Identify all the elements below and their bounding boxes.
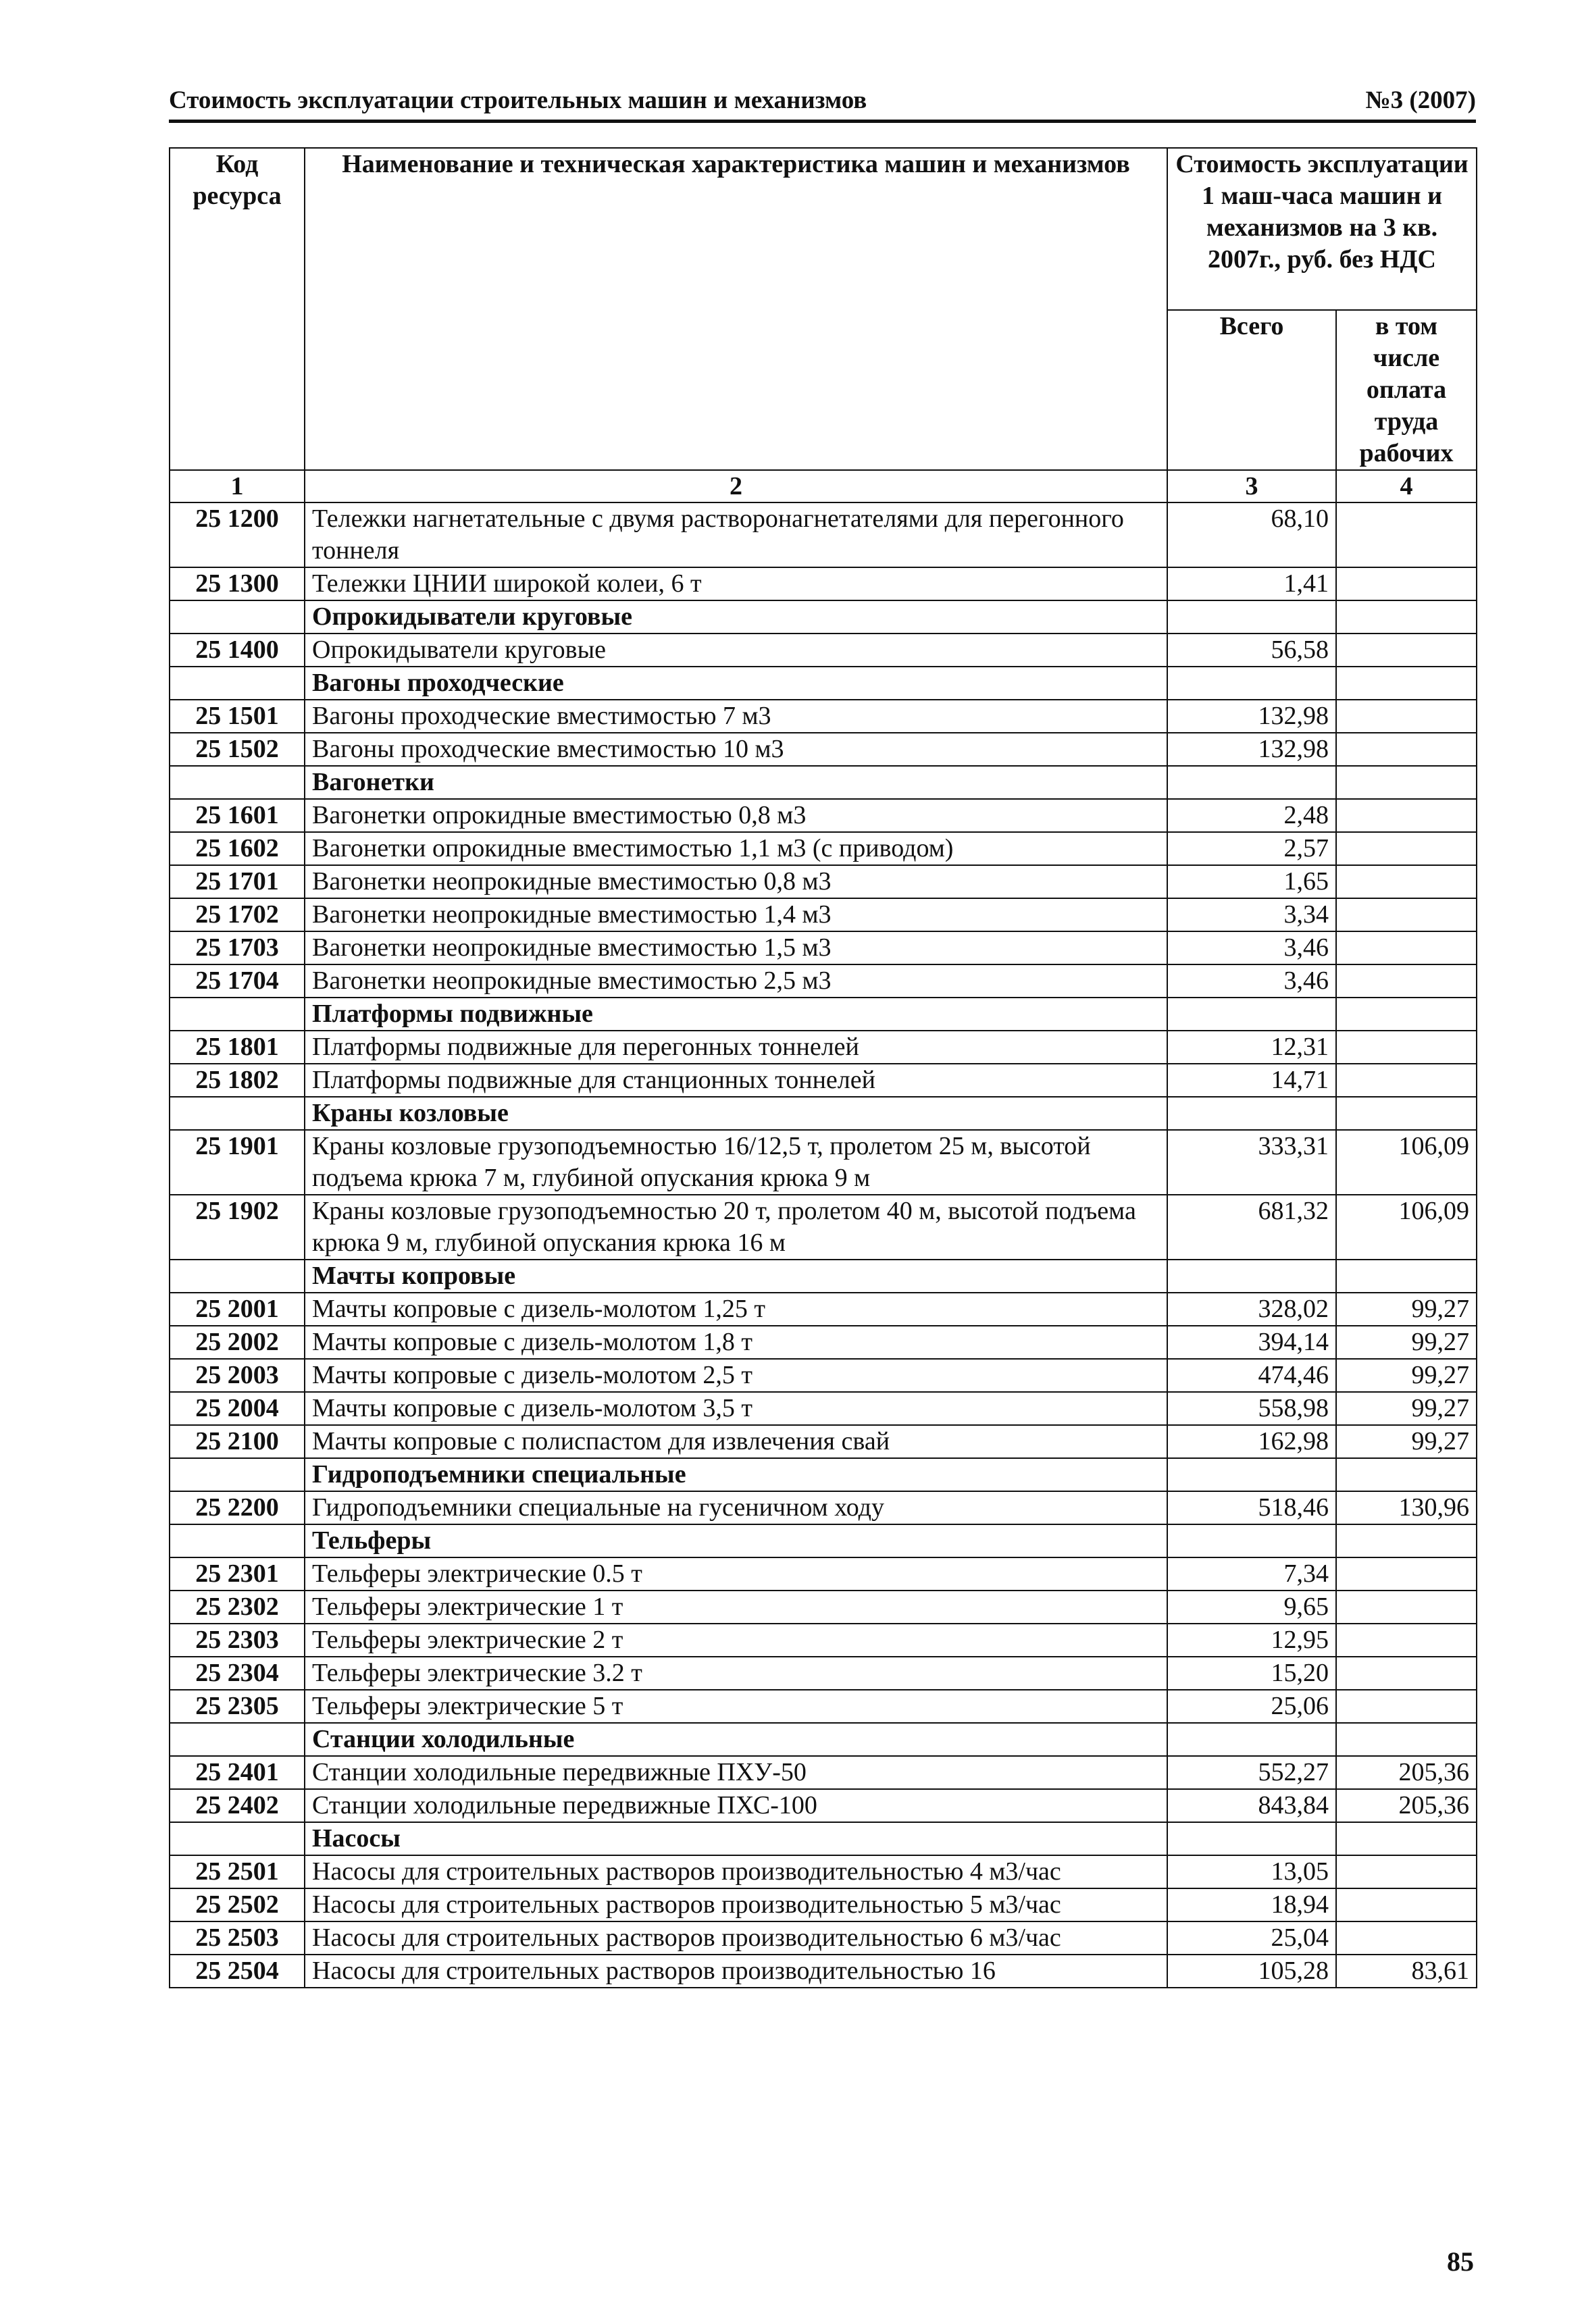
cost-total [1167, 1260, 1336, 1293]
machine-name: Гидроподъемники специальные на гусеничном ходу [305, 1491, 1167, 1524]
table-row [170, 1690, 1477, 1723]
resource-code: 25 2303 [170, 1624, 305, 1657]
cost-labor [1336, 1458, 1477, 1491]
machine-name: Мачты копровые с дизель-молотом 1,8 т [305, 1326, 1167, 1359]
cost-labor [1336, 1591, 1477, 1624]
table-row [170, 799, 1477, 832]
cost-labor [1336, 1524, 1477, 1557]
machine-name: Тельферы электрические 3.2 т [305, 1657, 1167, 1690]
machine-name: Насосы для строительных растворов производительностью 16 [305, 1955, 1167, 1988]
column-number: 1 [170, 470, 305, 502]
cost-labor [1336, 964, 1477, 998]
table-row [170, 1955, 1477, 1988]
machine-name: Краны козловые грузоподъемностью 16/12,5 т, пролетом 25 м, высотой подъема крюка 7 м, глубиной опускания крюка 9 м [305, 1130, 1167, 1195]
column-number: 4 [1336, 470, 1477, 502]
section-title: Станции холодильные [305, 1723, 1167, 1756]
cost-total: 162,98 [1167, 1425, 1336, 1458]
section-row [170, 1723, 1477, 1756]
machine-name: Вагонетки неопрокидные вместимостью 1,4 м3 [305, 898, 1167, 931]
table-row [170, 1888, 1477, 1921]
table-row [170, 733, 1477, 766]
cost-labor [1336, 1624, 1477, 1657]
cost-total: 13,05 [1167, 1855, 1336, 1888]
section-title: Платформы подвижные [305, 998, 1167, 1031]
resource-code: 25 1501 [170, 700, 305, 733]
resource-code: 25 2200 [170, 1491, 305, 1524]
table-row [170, 1657, 1477, 1690]
cost-total: 12,95 [1167, 1624, 1336, 1657]
section-title: Мачты копровые [305, 1260, 1167, 1293]
section-row [170, 1260, 1477, 1293]
table-row [170, 1195, 1477, 1260]
cost-labor [1336, 865, 1477, 898]
cost-labor: 205,36 [1336, 1756, 1477, 1789]
header-labor: в том числе оплата труда рабочих [1336, 310, 1477, 470]
resource-code: 25 1704 [170, 964, 305, 998]
resource-code: 25 1901 [170, 1130, 305, 1195]
machine-name: Мачты копровые с дизель-молотом 1,25 т [305, 1293, 1167, 1326]
resource-code: 25 2301 [170, 1557, 305, 1591]
section-row [170, 998, 1477, 1031]
resource-code: 25 2003 [170, 1359, 305, 1392]
resource-code [170, 1260, 305, 1293]
resource-code: 25 2402 [170, 1789, 305, 1822]
cost-labor [1336, 1031, 1477, 1064]
cost-total: 552,27 [1167, 1756, 1336, 1789]
table-header-row [170, 148, 1477, 310]
section-row [170, 1524, 1477, 1557]
resource-code: 25 1602 [170, 832, 305, 865]
page-header [169, 85, 1476, 119]
resource-code: 25 2305 [170, 1690, 305, 1723]
cost-total: 12,31 [1167, 1031, 1336, 1064]
cost-total: 132,98 [1167, 700, 1336, 733]
machine-name: Тельферы электрические 5 т [305, 1690, 1167, 1723]
resource-code [170, 998, 305, 1031]
table-row [170, 1591, 1477, 1624]
table-row [170, 1031, 1477, 1064]
resource-code: 25 2001 [170, 1293, 305, 1326]
resource-code: 25 1400 [170, 634, 305, 667]
resource-code [170, 766, 305, 799]
cost-total: 474,46 [1167, 1359, 1336, 1392]
cost-labor [1336, 1260, 1477, 1293]
table-row [170, 1359, 1477, 1392]
table-row [170, 700, 1477, 733]
column-number-row [170, 470, 1477, 502]
resource-code [170, 1097, 305, 1130]
column-number: 2 [305, 470, 1167, 502]
document-title: Стоимость эксплуатации строительных машин и механизмов [169, 86, 867, 114]
cost-labor [1336, 1822, 1477, 1855]
cost-total: 25,06 [1167, 1690, 1336, 1723]
cost-total: 1,41 [1167, 567, 1336, 600]
cost-total: 18,94 [1167, 1888, 1336, 1921]
cost-total: 518,46 [1167, 1491, 1336, 1524]
machine-name: Вагонетки неопрокидные вместимостью 0,8 м3 [305, 865, 1167, 898]
table-row [170, 1326, 1477, 1359]
machine-name: Вагонетки опрокидные вместимостью 0,8 м3 [305, 799, 1167, 832]
resource-code: 25 1702 [170, 898, 305, 931]
resource-code [170, 667, 305, 700]
cost-labor: 106,09 [1336, 1195, 1477, 1260]
table-row [170, 832, 1477, 865]
cost-labor [1336, 1690, 1477, 1723]
resource-code: 25 2304 [170, 1657, 305, 1690]
machine-name: Платформы подвижные для перегонных тоннелей [305, 1031, 1167, 1064]
cost-total: 14,71 [1167, 1064, 1336, 1097]
machine-name: Мачты копровые с дизель-молотом 3,5 т [305, 1392, 1167, 1425]
resource-code: 25 1300 [170, 567, 305, 600]
cost-labor [1336, 1723, 1477, 1756]
machine-name: Вагоны проходческие вместимостью 10 м3 [305, 733, 1167, 766]
section-title: Опрокидыватели круговые [305, 600, 1167, 634]
cost-total [1167, 600, 1336, 634]
cost-labor: 99,27 [1336, 1425, 1477, 1458]
resource-code: 25 1802 [170, 1064, 305, 1097]
cost-labor [1336, 799, 1477, 832]
table-row [170, 1624, 1477, 1657]
cost-labor [1336, 502, 1477, 567]
cost-total: 328,02 [1167, 1293, 1336, 1326]
cost-total: 25,04 [1167, 1921, 1336, 1955]
machine-name: Станции холодильные передвижные ПХУ-50 [305, 1756, 1167, 1789]
machine-name: Платформы подвижные для станционных тоннелей [305, 1064, 1167, 1097]
section-row [170, 1458, 1477, 1491]
column-number: 3 [1167, 470, 1336, 502]
cost-labor: 130,96 [1336, 1491, 1477, 1524]
cost-labor: 99,27 [1336, 1293, 1477, 1326]
section-title: Насосы [305, 1822, 1167, 1855]
section-row [170, 766, 1477, 799]
cost-labor [1336, 700, 1477, 733]
cost-total: 394,14 [1167, 1326, 1336, 1359]
cost-total: 3,34 [1167, 898, 1336, 931]
cost-labor [1336, 634, 1477, 667]
section-title: Краны козловые [305, 1097, 1167, 1130]
table-row [170, 502, 1477, 567]
cost-labor [1336, 1657, 1477, 1690]
header-code: Код ресурса [170, 148, 305, 470]
section-title: Вагоны проходческие [305, 667, 1167, 700]
cost-total [1167, 667, 1336, 700]
cost-total: 681,32 [1167, 1195, 1336, 1260]
machine-name: Насосы для строительных растворов производительностью 5 м3/час [305, 1888, 1167, 1921]
resource-code: 25 2501 [170, 1855, 305, 1888]
resource-code: 25 1801 [170, 1031, 305, 1064]
section-title: Гидроподъемники специальные [305, 1458, 1167, 1491]
table-row [170, 1756, 1477, 1789]
cost-total [1167, 998, 1336, 1031]
cost-total [1167, 1723, 1336, 1756]
cost-labor [1336, 600, 1477, 634]
cost-labor [1336, 832, 1477, 865]
machine-name: Станции холодильные передвижные ПХС-100 [305, 1789, 1167, 1822]
resource-code: 25 2100 [170, 1425, 305, 1458]
resource-code: 25 2302 [170, 1591, 305, 1624]
cost-total [1167, 1524, 1336, 1557]
section-row [170, 667, 1477, 700]
table-row [170, 1855, 1477, 1888]
cost-labor [1336, 1064, 1477, 1097]
page-number: 85 [1447, 2246, 1474, 2277]
machine-name: Мачты копровые с полиспастом для извлечения свай [305, 1425, 1167, 1458]
table-row [170, 634, 1477, 667]
machine-name: Насосы для строительных растворов производительностью 6 м3/час [305, 1921, 1167, 1955]
machine-name: Тельферы электрические 1 т [305, 1591, 1167, 1624]
resource-code [170, 600, 305, 634]
table-row [170, 1130, 1477, 1195]
cost-total: 3,46 [1167, 964, 1336, 998]
cost-total [1167, 1458, 1336, 1491]
cost-total: 105,28 [1167, 1955, 1336, 1988]
cost-labor [1336, 931, 1477, 964]
machine-name: Тележки ЦНИИ широкой колеи, 6 т [305, 567, 1167, 600]
machine-name: Краны козловые грузоподъемностью 20 т, пролетом 40 м, высотой подъема крюка 9 м, глубиной опускания крюка 16 м [305, 1195, 1167, 1260]
table-row [170, 1557, 1477, 1591]
issue-number: №3 (2007) [1365, 86, 1476, 114]
cost-total [1167, 1097, 1336, 1130]
cost-labor [1336, 766, 1477, 799]
table-row [170, 898, 1477, 931]
cost-labor [1336, 667, 1477, 700]
machine-name: Вагонетки неопрокидные вместимостью 2,5 м3 [305, 964, 1167, 998]
cost-total: 843,84 [1167, 1789, 1336, 1822]
table-row [170, 1392, 1477, 1425]
cost-total: 2,48 [1167, 799, 1336, 832]
header-name: Наименование и техническая характеристика машин и механизмов [305, 148, 1167, 470]
cost-total: 7,34 [1167, 1557, 1336, 1591]
section-row [170, 1822, 1477, 1855]
resource-code: 25 1902 [170, 1195, 305, 1260]
resource-code: 25 2002 [170, 1326, 305, 1359]
cost-total: 15,20 [1167, 1657, 1336, 1690]
section-row [170, 600, 1477, 634]
cost-labor [1336, 998, 1477, 1031]
cost-labor [1336, 567, 1477, 600]
cost-labor [1336, 1097, 1477, 1130]
cost-total: 333,31 [1167, 1130, 1336, 1195]
cost-total [1167, 1822, 1336, 1855]
table-row [170, 964, 1477, 998]
resource-code: 25 1703 [170, 931, 305, 964]
resource-code: 25 1200 [170, 502, 305, 567]
machine-name: Тельферы электрические 2 т [305, 1624, 1167, 1657]
machine-name: Тележки нагнетательные с двумя растворонагнетателями для перегонного тоннеля [305, 502, 1167, 567]
machine-name: Опрокидыватели круговые [305, 634, 1167, 667]
cost-labor: 99,27 [1336, 1392, 1477, 1425]
cost-labor [1336, 1557, 1477, 1591]
machine-cost-table [169, 147, 1477, 1988]
cost-labor: 99,27 [1336, 1359, 1477, 1392]
cost-total [1167, 766, 1336, 799]
table-row [170, 1789, 1477, 1822]
machine-name: Тельферы электрические 0.5 т [305, 1557, 1167, 1591]
header-divider [169, 120, 1476, 123]
table-row [170, 1425, 1477, 1458]
cost-total: 558,98 [1167, 1392, 1336, 1425]
resource-code: 25 2502 [170, 1888, 305, 1921]
machine-name: Мачты копровые с дизель-молотом 2,5 т [305, 1359, 1167, 1392]
resource-code [170, 1822, 305, 1855]
cost-total: 2,57 [1167, 832, 1336, 865]
resource-code: 25 2504 [170, 1955, 305, 1988]
cost-total: 3,46 [1167, 931, 1336, 964]
cost-total: 9,65 [1167, 1591, 1336, 1624]
cost-labor [1336, 733, 1477, 766]
resource-code: 25 1502 [170, 733, 305, 766]
cost-total: 1,65 [1167, 865, 1336, 898]
resource-code: 25 2401 [170, 1756, 305, 1789]
cost-labor: 106,09 [1336, 1130, 1477, 1195]
section-title: Вагонетки [305, 766, 1167, 799]
table-row [170, 567, 1477, 600]
table-body [170, 502, 1477, 1988]
cost-total: 56,58 [1167, 634, 1336, 667]
machine-name: Вагонетки неопрокидные вместимостью 1,5 м3 [305, 931, 1167, 964]
resource-code [170, 1458, 305, 1491]
cost-labor [1336, 1888, 1477, 1921]
resource-code: 25 2503 [170, 1921, 305, 1955]
table-row [170, 1921, 1477, 1955]
section-title: Тельферы [305, 1524, 1167, 1557]
resource-code [170, 1524, 305, 1557]
cost-labor: 205,36 [1336, 1789, 1477, 1822]
cost-labor: 99,27 [1336, 1326, 1477, 1359]
table-row [170, 1064, 1477, 1097]
table-row [170, 865, 1477, 898]
machine-name: Вагоны проходческие вместимостью 7 м3 [305, 700, 1167, 733]
table-row [170, 1491, 1477, 1524]
resource-code: 25 1701 [170, 865, 305, 898]
table-row [170, 931, 1477, 964]
cost-labor [1336, 1855, 1477, 1888]
resource-code [170, 1723, 305, 1756]
cost-labor: 83,61 [1336, 1955, 1477, 1988]
cost-labor [1336, 898, 1477, 931]
cost-labor [1336, 1921, 1477, 1955]
section-row [170, 1097, 1477, 1130]
cost-total: 68,10 [1167, 502, 1336, 567]
header-cost: Стоимость эксплуатации 1 маш-часа машин и механизмов на 3 кв. 2007г., руб. без НДС [1167, 148, 1477, 310]
header-total: Всего [1167, 310, 1336, 470]
resource-code: 25 1601 [170, 799, 305, 832]
table-row [170, 1293, 1477, 1326]
machine-name: Вагонетки опрокидные вместимостью 1,1 м3 (с приводом) [305, 832, 1167, 865]
resource-code: 25 2004 [170, 1392, 305, 1425]
machine-name: Насосы для строительных растворов производительностью 4 м3/час [305, 1855, 1167, 1888]
cost-total: 132,98 [1167, 733, 1336, 766]
